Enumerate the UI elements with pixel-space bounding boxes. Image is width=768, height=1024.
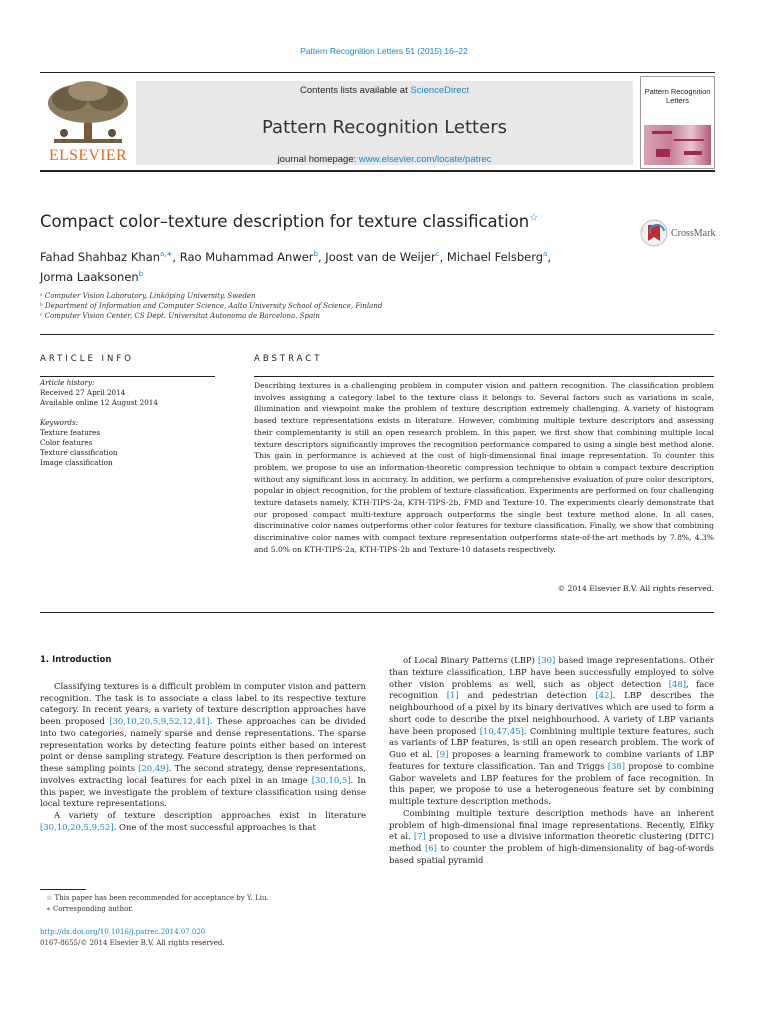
citation-link[interactable]: [10,47,45] bbox=[479, 725, 524, 736]
author-affiliation-mark[interactable]: b bbox=[313, 250, 318, 258]
body-paragraph bbox=[40, 810, 366, 834]
contents-prefix: Contents lists available at bbox=[300, 85, 411, 96]
journal-name: Pattern Recognition Letters bbox=[262, 117, 507, 138]
author-separator: , bbox=[547, 249, 551, 264]
section-heading-introduction: 1. Introduction bbox=[40, 655, 112, 665]
body-text: . LBP describes the neighbourhood of a pixel by its binary derivatives which are used to form a short code to describe the pixel neighbourhood. A variety of LBP variants have been proposed bbox=[389, 690, 714, 736]
journal-citation[interactable]: Pattern Recognition Letters 51 (2015) 16–22 bbox=[300, 46, 468, 56]
body-text: of Local Binary Patterns (LBP) bbox=[403, 655, 538, 665]
sciencedirect-link[interactable]: ScienceDirect bbox=[410, 85, 469, 96]
author-name[interactable]: Jorma Laaksonen bbox=[40, 269, 139, 284]
author-separator: , bbox=[172, 249, 180, 264]
body-text: A variety of texture description approaches exist in literature bbox=[54, 810, 366, 820]
body-right-column bbox=[389, 655, 714, 867]
homepage-line bbox=[136, 154, 633, 165]
keywords-label: Keywords: bbox=[40, 418, 79, 427]
author-separator: , bbox=[439, 249, 447, 264]
body-paragraph bbox=[389, 808, 714, 867]
author-name[interactable]: Michael Felsberg bbox=[446, 249, 544, 264]
author-name[interactable]: Rao Muhammad Anwer bbox=[179, 249, 314, 264]
footnote-corresponding-author: ∗ Corresponding author. bbox=[46, 904, 134, 913]
author-list bbox=[40, 246, 660, 286]
title-footnote-mark[interactable]: ☆ bbox=[529, 212, 539, 224]
journal-cover-thumbnail[interactable] bbox=[640, 76, 715, 169]
citation-link[interactable]: [48] bbox=[668, 678, 687, 689]
affiliation-b: ᵇ Department of Information and Computer Science, Aalto University School of Science, Finland bbox=[40, 302, 383, 310]
crossmark-icon bbox=[640, 219, 668, 247]
author-name[interactable]: Fahad Shahbaz Khan bbox=[40, 249, 161, 264]
citation-link[interactable]: [38] bbox=[607, 760, 626, 771]
citation-link[interactable]: [30,10,5] bbox=[311, 774, 351, 785]
body-text: , face recognition bbox=[389, 678, 714, 701]
footnote-divider bbox=[40, 889, 86, 890]
history-label: Article history: bbox=[40, 378, 95, 387]
body-text: propose to combine Gabor wavelets and LBP features for the problem of face recognition. In this paper, we propose to use a heterogeneous feature set by combining multiple texture description methods. bbox=[389, 760, 714, 806]
body-text: . Combining multiple texture features, such as variants of LBP features, is still an open research problem. The work of Guo et al. bbox=[389, 725, 714, 759]
author-affiliation-mark[interactable]: c bbox=[435, 250, 440, 258]
journal-homepage-link[interactable]: www.elsevier.com/locate/patrec bbox=[358, 154, 492, 165]
elsevier-wordmark: ELSEVIER bbox=[49, 147, 127, 164]
article-info bbox=[40, 378, 215, 468]
citation-link[interactable]: [30,10,20,5,9,52,12,41] bbox=[109, 716, 210, 726]
body-paragraph bbox=[389, 655, 714, 808]
keyword: Color features bbox=[40, 438, 93, 447]
homepage-prefix: journal homepage: bbox=[277, 154, 359, 165]
citation-link[interactable]: [42] bbox=[595, 690, 613, 701]
divider bbox=[254, 376, 714, 377]
issn-line: 0167-8655/© 2014 Elsevier B.V. All rights reserved. bbox=[40, 938, 225, 947]
author-name[interactable]: Joost van de Weijer bbox=[325, 249, 436, 264]
body-text: . In this paper, we investigate the problem of texture classification using dense local texture representations. bbox=[40, 774, 366, 809]
online-date: Available online 12 August 2014 bbox=[40, 398, 158, 407]
citation-link[interactable]: [20,49] bbox=[138, 763, 169, 773]
footnote-recommendation: ☆ This paper has been recommended for acceptance by Y. Liu. bbox=[46, 894, 269, 902]
elsevier-tree-icon bbox=[40, 77, 136, 149]
contents-line bbox=[136, 85, 633, 96]
footnotes bbox=[40, 893, 370, 914]
received-date: Received 27 April 2014 bbox=[40, 388, 126, 397]
body-left-column bbox=[40, 655, 366, 834]
body-text: to counter the problem of high-dimensionality of bag-of-words based spatial pyramid bbox=[389, 843, 715, 865]
divider bbox=[40, 376, 215, 377]
abstract-heading: ABSTRACT bbox=[254, 354, 323, 364]
divider bbox=[40, 334, 714, 335]
divider bbox=[40, 612, 714, 613]
article-title-text: Compact color–texture description for texture classification bbox=[40, 212, 530, 231]
keyword: Image classification bbox=[40, 458, 113, 467]
citation-link[interactable]: [9] bbox=[436, 749, 449, 759]
keyword: Texture features bbox=[40, 428, 101, 437]
body-text: Classifying textures is a difficult problem in computer vision and pattern recognition. The task is to associate a class label to its respective texture category. In recent years, a variety of texture description approaches have been proposed bbox=[40, 680, 366, 726]
journal-masthead bbox=[40, 72, 715, 172]
body-text: . These approaches can be divided into two categories, namely sparse and dense representations. The sparse representation works by detecting feature points either based on interest point or dense sampling strategy. Feature description is then performed on these sampling points bbox=[40, 716, 366, 773]
author-affiliation-mark[interactable]: a,∗ bbox=[160, 250, 173, 258]
abstract-text: Describing textures is a challenging problem in computer vision and pattern recognition. The classification problem involves assigning a category label to the texture class it belongs to. Several factors such as variations in scale, illumination and viewpoint make the problem of texture description extremely challenging. A variety of histogram based texture representations exists in literature. However, combining multiple texture descriptors and assessing their complementarity is still an open research problem. In this paper, we first show that combining multiple local texture descriptors significantly improves the recognition performance compared to using a single best method alone. This gain in performance is achieved at the cost of high-dimensional final image representation. To counter this problem, we propose to use an information-theoretic compression technique to obtain a compact texture description without any significant loss in accuracy. In addition, we perform a comprehensive evaluation of pure color descriptors, popular in object recognition, for the problem of texture classification. Experiments are performed on four challenging texture datasets namely, KTH-TIPS-2a, KTH-TIPS-2b, FMD and Texture-10. The experiments clearly demonstrate that our proposed compact multi-texture approach outperforms the single best texture method alone. In all cases, discriminative color names outperforms other color features for texture classification. Finally, we show that combining discriminative color names with compact texture representation outperforms state-of-the-art methods by 7.8%, 4.3% and 5.0% on KTH-TIPS-2a, KTH-TIPS-2b and Texture-10 datasets respectively. bbox=[254, 381, 714, 554]
article-identifiers bbox=[40, 927, 370, 948]
author-affiliation-mark[interactable]: b bbox=[138, 269, 144, 278]
body-text: proposes a learning framework to combine variants of LBP features for texture classification. Tan and Triggs bbox=[389, 749, 714, 771]
citation-link[interactable]: [1] bbox=[446, 690, 459, 701]
body-text: . One of the most successful approaches is that bbox=[113, 821, 316, 832]
doi-link[interactable]: http://dx.doi.org/10.1016/j.patrec.2014.07.020 bbox=[40, 928, 206, 936]
affiliation-c: ᶜ Computer Vision Center, CS Dept. Universitat Autonoma de Barcelona, Spain bbox=[40, 312, 320, 320]
article-title bbox=[40, 212, 620, 231]
article-info-heading: ARTICLE INFO bbox=[40, 354, 134, 364]
affiliations bbox=[40, 291, 660, 321]
abstract-copyright: © 2014 Elsevier B.V. All rights reserved. bbox=[557, 584, 714, 593]
citation-link[interactable]: [6] bbox=[425, 843, 437, 853]
body-text: Combining multiple texture description methods have an inherent problem of high-dimensional final image representations. Recently, Elfiky et al. bbox=[389, 807, 714, 842]
crossmark-label: CrossMark bbox=[671, 228, 716, 239]
citation-link[interactable]: [30] bbox=[537, 655, 556, 665]
body-text: proposed to use a divisive information theoretic clustering (DITC) method bbox=[389, 831, 714, 853]
body-text: and pedestrian detection bbox=[458, 690, 596, 701]
masthead-banner bbox=[136, 81, 633, 165]
citation-link[interactable]: [7] bbox=[413, 831, 426, 842]
body-text: based image representations. Other than texture classification, LBP have been successfully employed to solve other vision problems as well, such as object detection bbox=[389, 655, 714, 689]
body-text: . The second strategy, dense representations, involves extracting local features for each pixel in an image bbox=[40, 763, 366, 785]
crossmark-badge[interactable] bbox=[640, 219, 720, 247]
cover-title: Pattern Recognition Letters bbox=[644, 87, 711, 105]
citation-link[interactable]: [30,10,20,5,9,52] bbox=[40, 821, 114, 832]
elsevier-logo bbox=[40, 77, 136, 169]
body-paragraph bbox=[40, 681, 366, 810]
author-affiliation-mark[interactable]: a bbox=[543, 250, 548, 258]
affiliation-a: ᵃ Computer Vision Laboratory, Linköping University, Sweden bbox=[40, 292, 256, 300]
cover-artwork bbox=[644, 125, 711, 165]
keyword: Texture classification bbox=[40, 448, 118, 457]
author-separator: , bbox=[317, 249, 326, 264]
